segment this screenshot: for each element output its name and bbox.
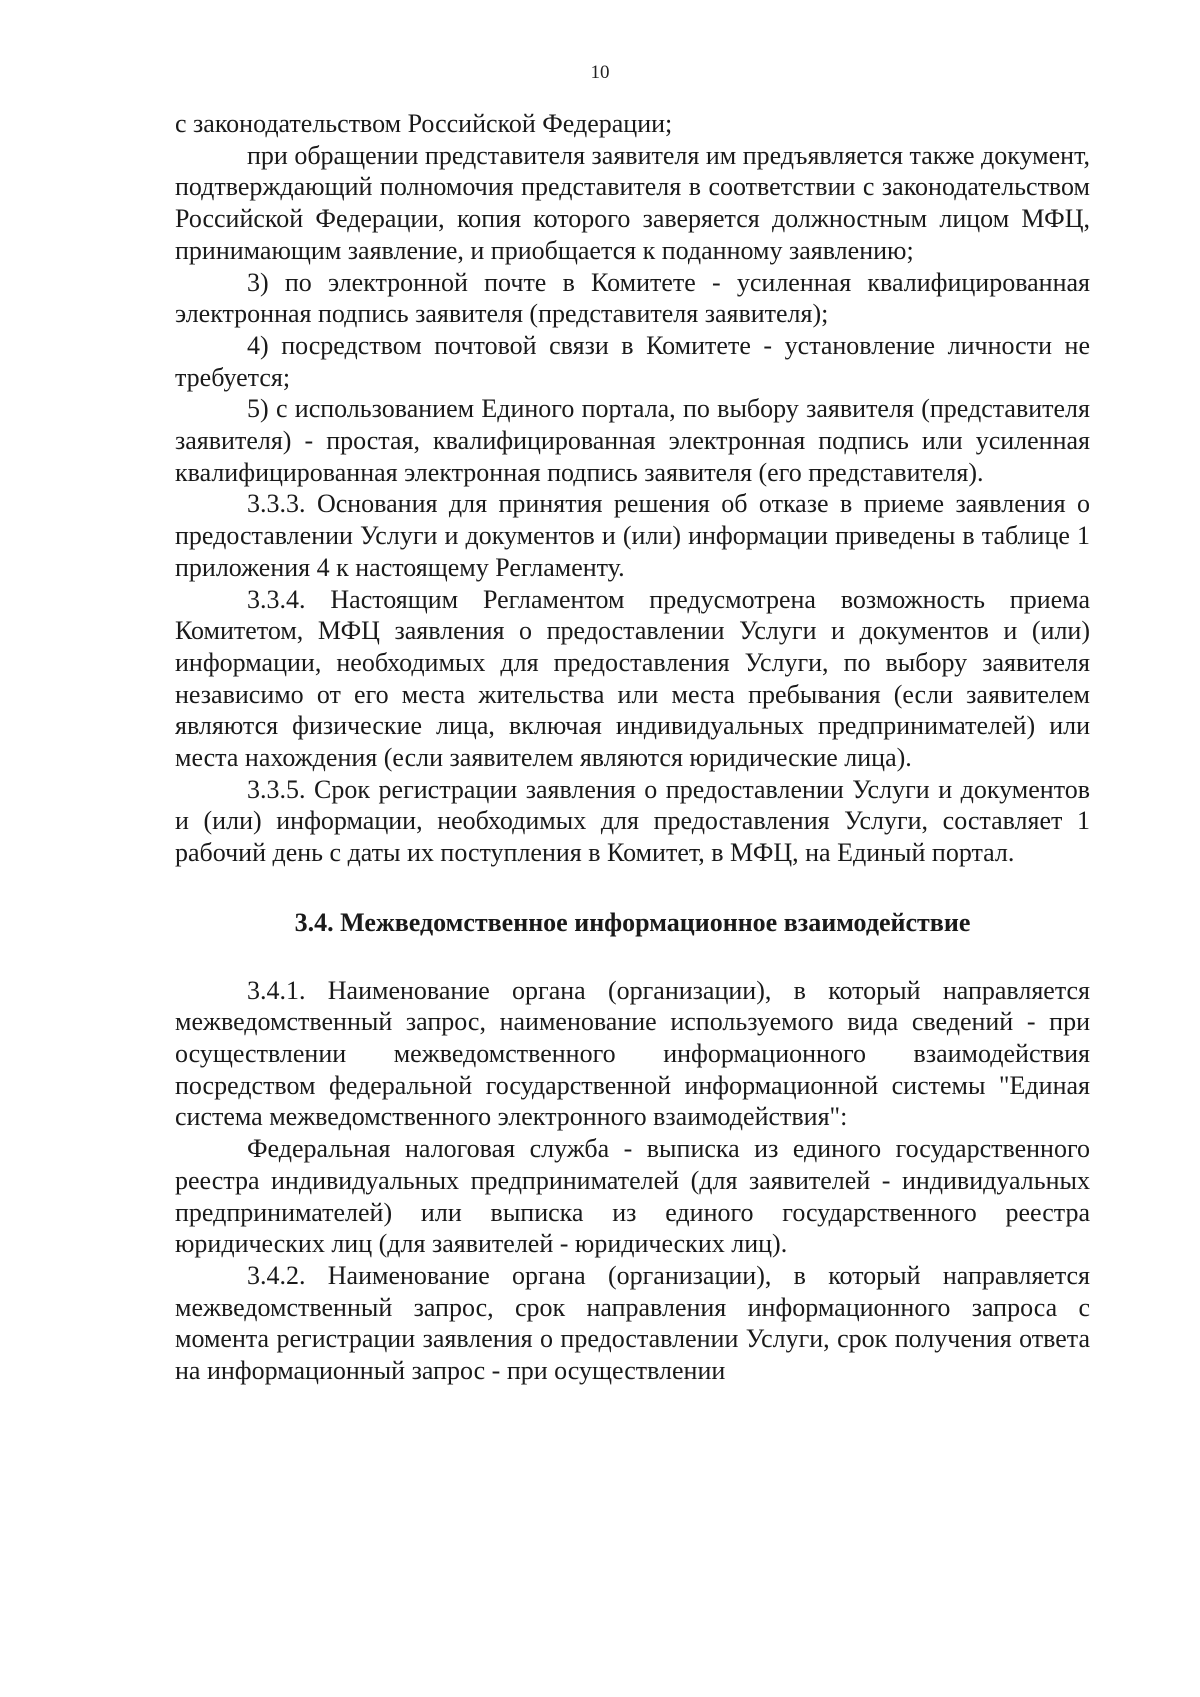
paragraph: 3.4.1. Наименование органа (организации), в который направляется межведомственный запрос, наименование используемого вида сведений - при осуществлении межведомственного информационного взаимодействия посредством федеральной государственной информационной системы "Единая система межведомственного электронного взаимодействия": <box>175 975 1090 1132</box>
paragraph: с законодательством Российской Федерации; <box>175 109 673 138</box>
paragraph: при обращении представителя заявителя им предъявляется также документ, подтверждающий полномочия представителя в соответствии с законодательством Российской Федерации, копия которого заверяется должностным лицом МФЦ, принимающим заявление, и приобщается к поданному заявлению; <box>175 140 1090 265</box>
paragraph: 4) посредством почтовой связи в Комитете - установление личности не требуется; <box>175 330 1090 392</box>
paragraph: 3.3.4. Настоящим Регламентом предусмотрена возможность приема Комитетом, МФЦ заявления о предоставлении Услуги и документов и (или) информации, необходимых для предоставления Услуги, по выбору заявителя независимо от его места жительства или места пребывания (если заявителем являются физические лица, включая индивидуальных предпринимателей) или места нахождения (если заявителем являются юридические лица). <box>175 584 1090 773</box>
paragraph: 5) с использованием Единого портала, по выбору заявителя (представителя заявителя) - простая, квалифицированная электронная подпись или усиленная квалифицированная электронная подпись заявителя (его представителя). <box>175 394 1090 487</box>
paragraph: 3) по электронной почте в Комитете - усиленная квалифицированная электронная подпись заявителя (представителя заявителя); <box>175 267 1090 329</box>
paragraph: 3.3.3. Основания для принятия решения об отказе в приеме заявления о предоставлении Услуги и документов и (или) информации приведены в таблице 1 приложения 4 к настоящему Регламенту. <box>175 489 1090 582</box>
section-heading: 3.4. Межведомственное информационное взаимодействие <box>294 907 971 937</box>
paragraph: 3.3.5. Срок регистрации заявления о предоставлении Услуги и документов и (или) информации, необходимых для предоставления Услуги, составляет 1 рабочий день с даты их поступления в Комитет, в МФЦ, на Единый портал. <box>175 774 1090 868</box>
document-body <box>175 108 1090 1387</box>
paragraph: Федеральная налоговая служба - выписка из единого государственного реестра индивидуальных предпринимателей (для заявителей - индивидуальных предпринимателей) или выписка из единого государственного реестра юридических лиц (для заявителей - юридических лиц). <box>175 1134 1090 1259</box>
page-number: 10 <box>590 62 610 83</box>
paragraph: 3.4.2. Наименование органа (организации), в который направляется межведомственный запрос, срок направления информационного запроса с момента регистрации заявления о предоставлении Услуги, срок получения ответа на информационный запрос - при осуществлении <box>175 1260 1090 1386</box>
